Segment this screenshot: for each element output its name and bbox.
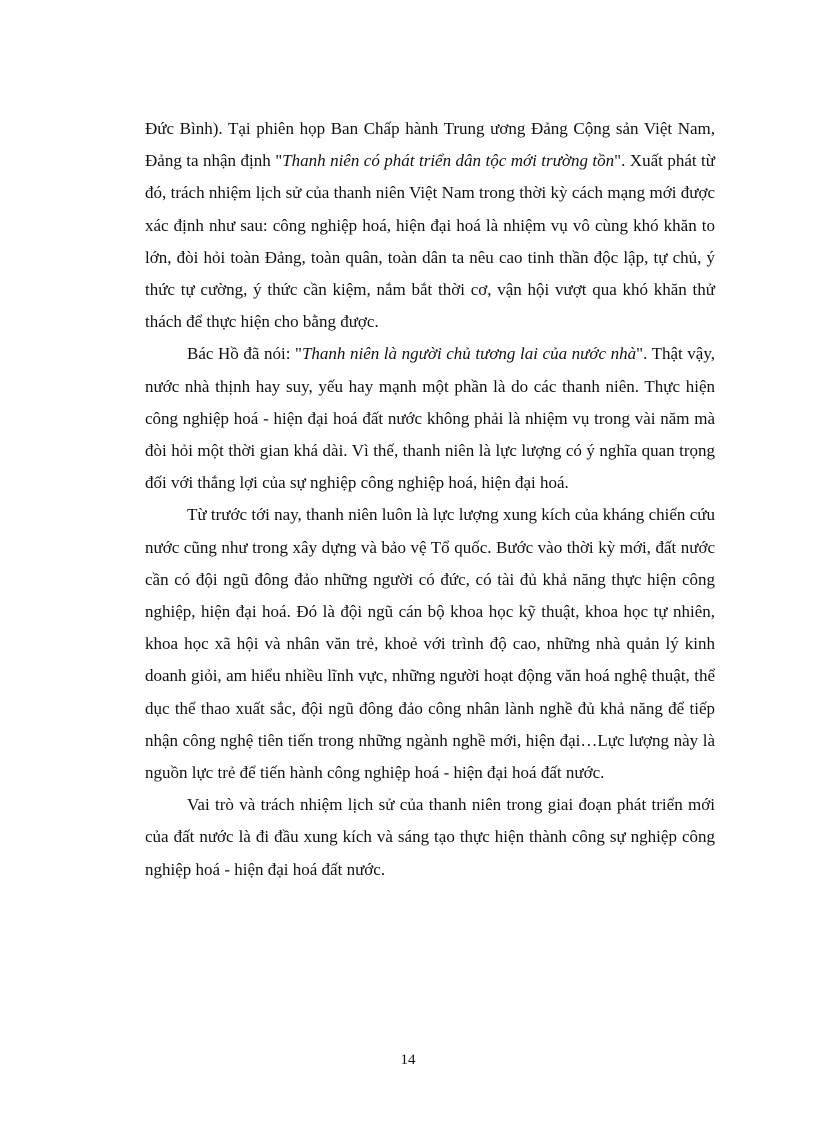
paragraph-bac-ho-quote [145, 338, 715, 499]
body-text [145, 113, 715, 886]
paragraph-text: Vai trò và trách nhiệm lịch sử của thanh niên trong giai đoạn phát triển mới của đất nước là đi đầu xung kích và sáng tạo thực hiện thành công sự nghiệp công nghiệp hoá - hiện đại hoá đất nước. [145, 795, 715, 879]
paragraph-role-responsibility [145, 789, 715, 886]
paragraph-text: ". Xuất phát từ đó, trách nhiệm lịch sử của thanh niên Việt Nam trong thời kỳ cách mạng mới được xác định như sau: công nghiệp hoá, hiện đại hoá là nhiệm vụ vô cùng khó khăn to lớn, đòi hỏi toàn Đảng, toàn quân, toàn dân ta nêu cao tinh thần độc lập, tự chủ, ý thức tự cường, ý thức cần kiệm, nắm bắt thời cơ, vận hội vượt qua khó khăn thử thách để thực hiện cho bằng được. [145, 151, 715, 332]
paragraph-youth-force [145, 499, 715, 789]
paragraph-text: Từ trước tới nay, thanh niên luôn là lực lượng xung kích của kháng chiến cứu nước cũng như trong xây dựng và bảo vệ Tổ quốc. Bước vào thời kỳ mới, đất nước cần có đội ngũ đông đảo những người có đức, có tài đủ khả năng thực hiện công nghiệp, hiện đại hoá. Đó là đội ngũ cán bộ khoa học kỹ thuật, khoa học tự nhiên, khoa học xã hội và nhân văn trẻ, khoẻ với trình độ cao, những nhà quản lý kinh doanh giỏi, am hiểu nhiều lĩnh vực, những người hoạt động văn hoá nghệ thuật, thể dục thể thao xuất sắc, đội ngũ đông đảo công nhân lành nghề đủ khả năng để tiếp nhận công nghệ tiên tiến trong những ngành nghề mới, hiện đại…Lực lượng này là nguồn lực trẻ để tiến hành công nghiệp hoá - hiện đại hoá đất nước. [145, 505, 715, 783]
quote-italic: Thanh niên có phát triển dân tộc mới trường tồn [282, 151, 615, 171]
paragraph-text: ". Thật vậy, nước nhà thịnh hay suy, yếu hay mạnh một phần là do các thanh niên. Thực hiện công nghiệp hoá - hiện đại hoá đất nước không phải là nhiệm vụ trong vài năm mà đòi hỏi một thời gian khá dài. Vì thế, thanh niên là lực lượng có ý nghĩa quan trọng đối với thắng lợi của sự nghiệp công nghiệp hoá, hiện đại hoá. [145, 344, 715, 493]
paragraph-continuation [145, 113, 715, 338]
paragraph-text: Đức Bình). Tại phiên họp Ban Chấp hành Trung ương Đảng Cộng sản Việt Nam, Đảng ta nhận định " [145, 119, 715, 171]
page-number: 14 [400, 1052, 416, 1068]
paragraph-text: Bác Hồ đã nói: " [187, 344, 302, 364]
quote-italic: Thanh niên là người chủ tương lai của nước nhà [301, 344, 637, 364]
